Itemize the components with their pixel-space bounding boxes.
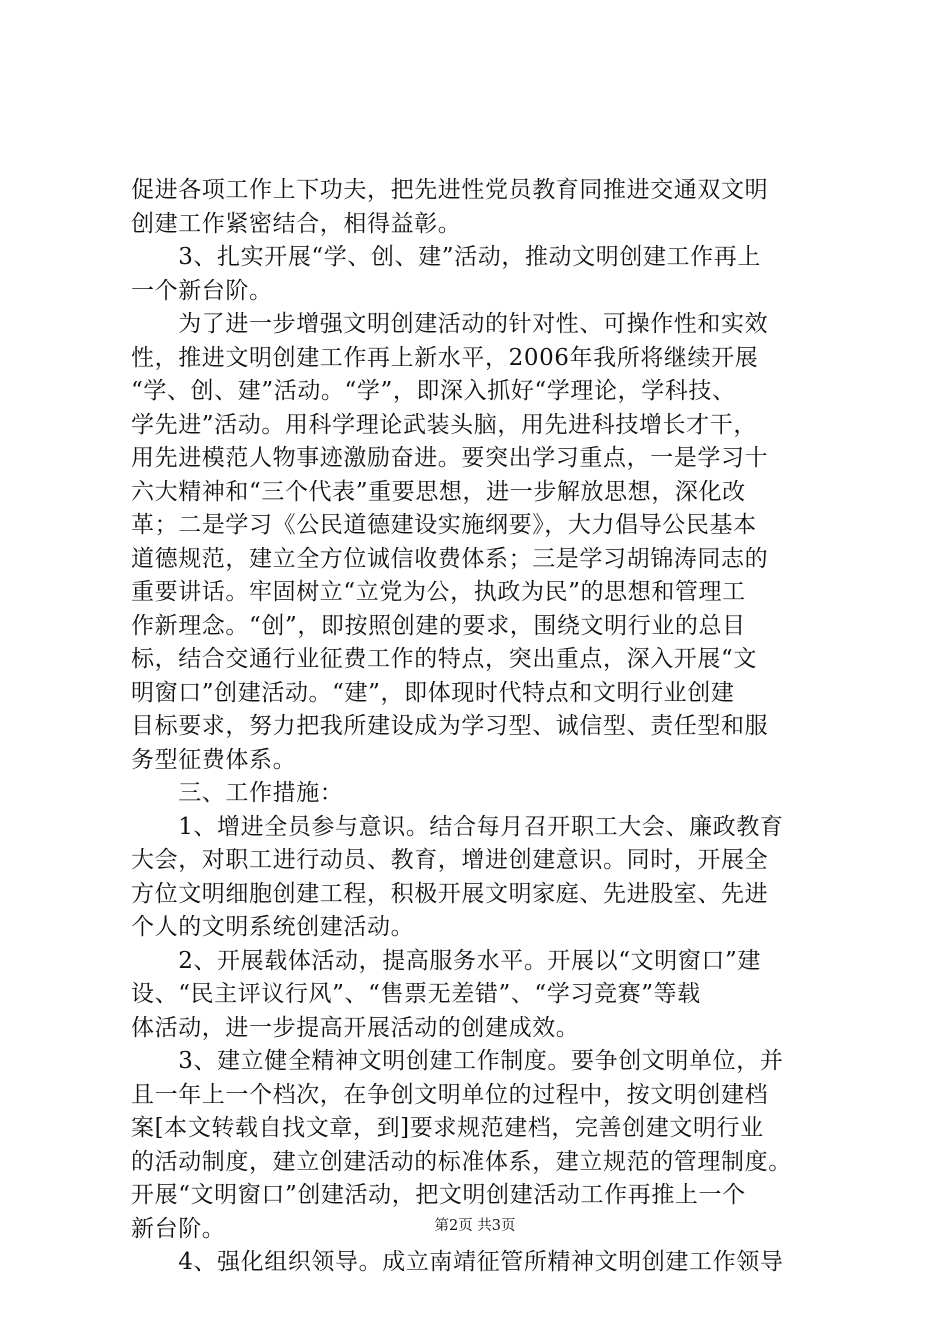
text-line: 方位文明细胞创建工程，积极开展文明家庭、先进股室、先进 <box>131 880 769 907</box>
text-line: 且一年上一个档次，在争创文明单位的过程中，按文明创建档 <box>131 1081 769 1108</box>
text-line: 4、强化组织领导。成立南靖征管所精神文明创建工作领导 <box>131 1249 784 1275</box>
text-line: “学、创、建”活动。“学”，即深入抓好“学理论，学科技、 <box>131 378 736 404</box>
text-line: 标，结合交通行业征费工作的特点，突出重点，深入开展“文 <box>131 646 757 672</box>
text-line: 务型征费体系。 <box>131 746 297 773</box>
text-line: 新台阶。 <box>131 1215 226 1242</box>
text-line: 创建工作紧密结合，相得益彰。 <box>131 210 462 237</box>
text-line: 案[本文转载自找文章，到]要求规范建档，完善创建文明行业 <box>131 1115 764 1141</box>
text-line: 道德规范，建立全方位诚信收费体系；三是学习胡锦涛同志的 <box>131 545 769 572</box>
text-line: 3、扎实开展“学、创、建”活动，推动文明创建工作再上 <box>131 244 761 270</box>
text-line: 一个新台阶。 <box>131 277 273 304</box>
text-line: 明窗口”创建活动。“建”，即体现时代特点和文明行业创建 <box>131 679 735 706</box>
body-text <box>131 174 831 1280</box>
text-line: 革；二是学习《公民道德建设实施纲要》，大力倡导公民基本 <box>131 512 757 538</box>
page-number: 第2页 共3页 <box>434 1218 516 1234</box>
text-line: 作新理念。“创”，即按照创建的要求，围绕文明行业的总目 <box>131 612 746 639</box>
text-line: 学先进”活动。用科学理论武装头脑，用先进科技增长才干， <box>131 411 757 438</box>
text-line: 性，推进文明创建工作再上新水平，2006年我所将继续开展 <box>131 344 759 371</box>
text-line: 2、开展载体活动，提高服务水平。开展以“文明窗口”建 <box>131 947 761 974</box>
text-line: 的活动制度，建立创建活动的标准体系，建立规范的管理制度。 <box>131 1148 792 1175</box>
text-line: 设、“民主评议行风”、“售票无差错”、“学习竞赛”等载 <box>131 981 701 1007</box>
text-line: 三、工作措施： <box>131 780 344 806</box>
text-line: 开展“文明窗口”创建活动，把文明创建活动工作再推上一个 <box>131 1182 746 1208</box>
text-line: 大会，对职工进行动员、教育，增进创建意识。同时，开展全 <box>131 847 769 873</box>
text-line: 促进各项工作上下功夫，把先进性党员教育同推进交通双文明 <box>131 177 769 203</box>
text-line: 重要讲话。牢固树立“立党为公，执政为民”的思想和管理工 <box>131 579 746 605</box>
text-line: 个人的文明系统创建活动。 <box>131 914 415 940</box>
text-line: 用先进模范人物事迹激励奋进。要突出学习重点，一是学习十 <box>131 445 769 471</box>
text-line: 体活动，进一步提高开展活动的创建成效。 <box>131 1014 580 1041</box>
text-line: 1、增进全员参与意识。结合每月召开职工大会、廉政教育 <box>131 813 784 840</box>
text-line: 目标要求，努力把我所建设成为学习型、诚信型、责任型和服 <box>131 713 769 739</box>
page-footer <box>0 1216 950 1236</box>
text-line: 为了进一步增强文明创建活动的针对性、可操作性和实效 <box>131 311 769 337</box>
text-line: 3、建立健全精神文明创建工作制度。要争创文明单位，并 <box>131 1048 784 1074</box>
text-line: 六大精神和“三个代表”重要思想，进一步解放思想，深化改 <box>131 478 746 505</box>
